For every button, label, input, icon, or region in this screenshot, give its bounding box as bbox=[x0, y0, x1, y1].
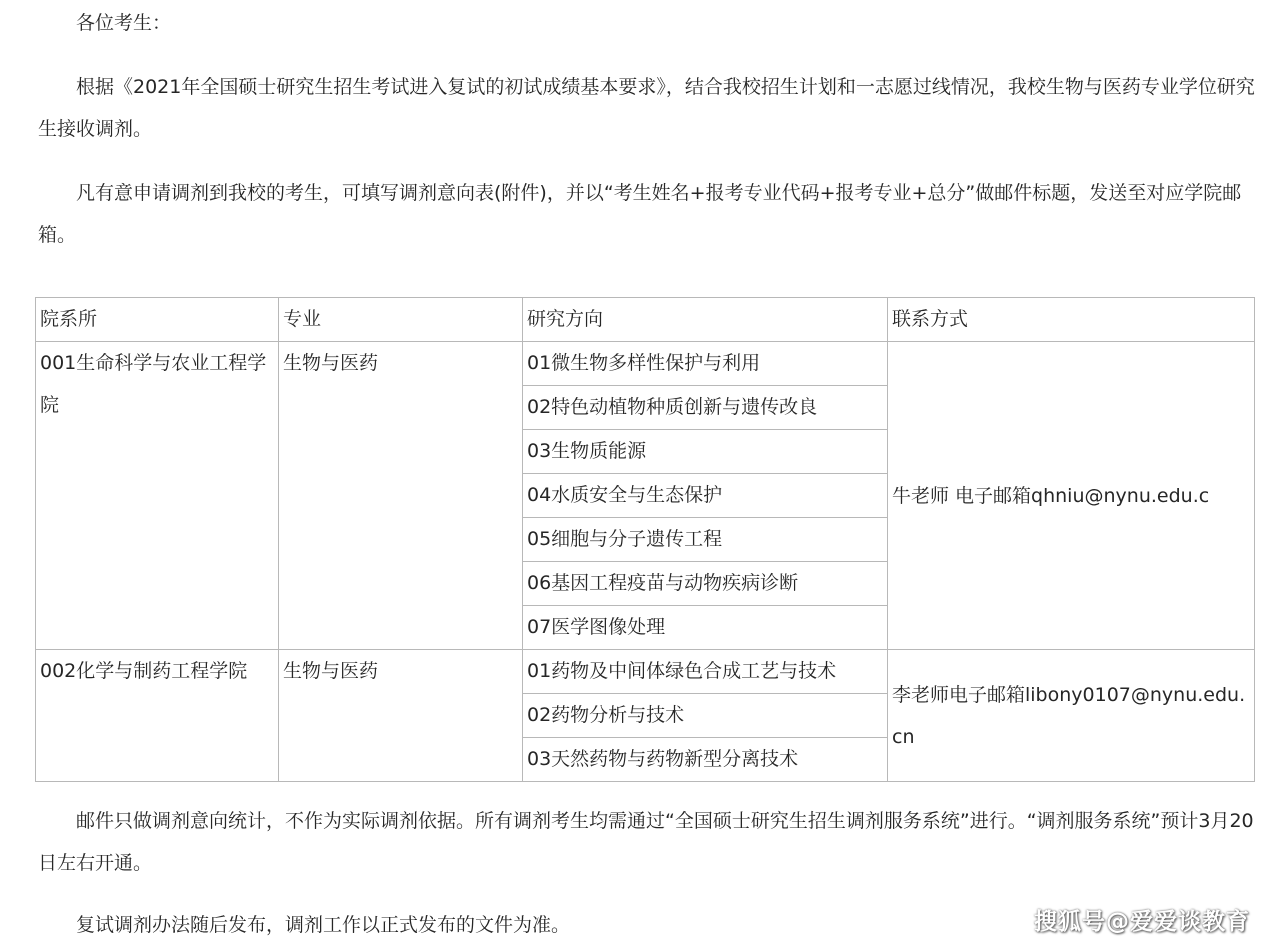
contact-cell: 李老师电子邮箱libony0107@nynu.edu.cn bbox=[888, 650, 1255, 782]
header-contact: 联系方式 bbox=[888, 298, 1255, 342]
table-row bbox=[36, 342, 1255, 386]
direction-cell: 01微生物多样性保护与利用 bbox=[523, 342, 888, 386]
application-instructions: 凡有意申请调剂到我校的考生，可填写调剂意向表(附件)，并以“考生姓名+报考专业代码+报考专业+总分”做邮件标题，发送至对应学院邮箱。 bbox=[38, 182, 1242, 246]
college-cell: 002化学与制药工程学院 bbox=[36, 650, 279, 782]
source-watermark: 搜狐号@爱爱谈教育 bbox=[1034, 909, 1250, 935]
direction-cell: 06基因工程疫苗与动物疾病诊断 bbox=[523, 562, 888, 606]
direction-cell: 03天然药物与药物新型分离技术 bbox=[523, 738, 888, 782]
major-cell: 生物与医药 bbox=[279, 650, 523, 782]
table-row bbox=[36, 650, 1255, 694]
header-major: 专业 bbox=[279, 298, 523, 342]
greeting: 各位考生： bbox=[76, 12, 172, 34]
header-college: 院系所 bbox=[36, 298, 279, 342]
direction-cell: 02药物分析与技术 bbox=[523, 694, 888, 738]
intro-paragraph: 根据《2021年全国硕士研究生招生考试进入复试的初试成绩基本要求》，结合我校招生计划和一志愿过线情况，我校生物与医药专业学位研究生接收调剂。 bbox=[38, 76, 1255, 140]
direction-cell: 04水质安全与生态保护 bbox=[523, 474, 888, 518]
direction-cell: 03生物质能源 bbox=[523, 430, 888, 474]
final-notice: 复试调剂办法随后发布，调剂工作以正式发布的文件为准。 bbox=[76, 914, 571, 936]
direction-cell: 07医学图像处理 bbox=[523, 606, 888, 650]
direction-cell: 01药物及中间体绿色合成工艺与技术 bbox=[523, 650, 888, 694]
contact-cell: 牛老师 电子邮箱qhniu@nynu.edu.c bbox=[888, 342, 1255, 650]
direction-cell: 05细胞与分子遗传工程 bbox=[523, 518, 888, 562]
adjustment-table bbox=[35, 297, 1255, 782]
statistics-notice: 邮件只做调剂意向统计，不作为实际调剂依据。所有调剂考生均需通过“全国硕士研究生招生调剂服务系统”进行。“调剂服务系统”预计3月20日左右开通。 bbox=[38, 810, 1254, 874]
direction-cell: 02特色动植物种质创新与遗传改良 bbox=[523, 386, 888, 430]
college-cell: 001生命科学与农业工程学院 bbox=[36, 342, 279, 650]
major-cell: 生物与医药 bbox=[279, 342, 523, 650]
table-header-row bbox=[36, 298, 1255, 342]
header-direction: 研究方向 bbox=[523, 298, 888, 342]
